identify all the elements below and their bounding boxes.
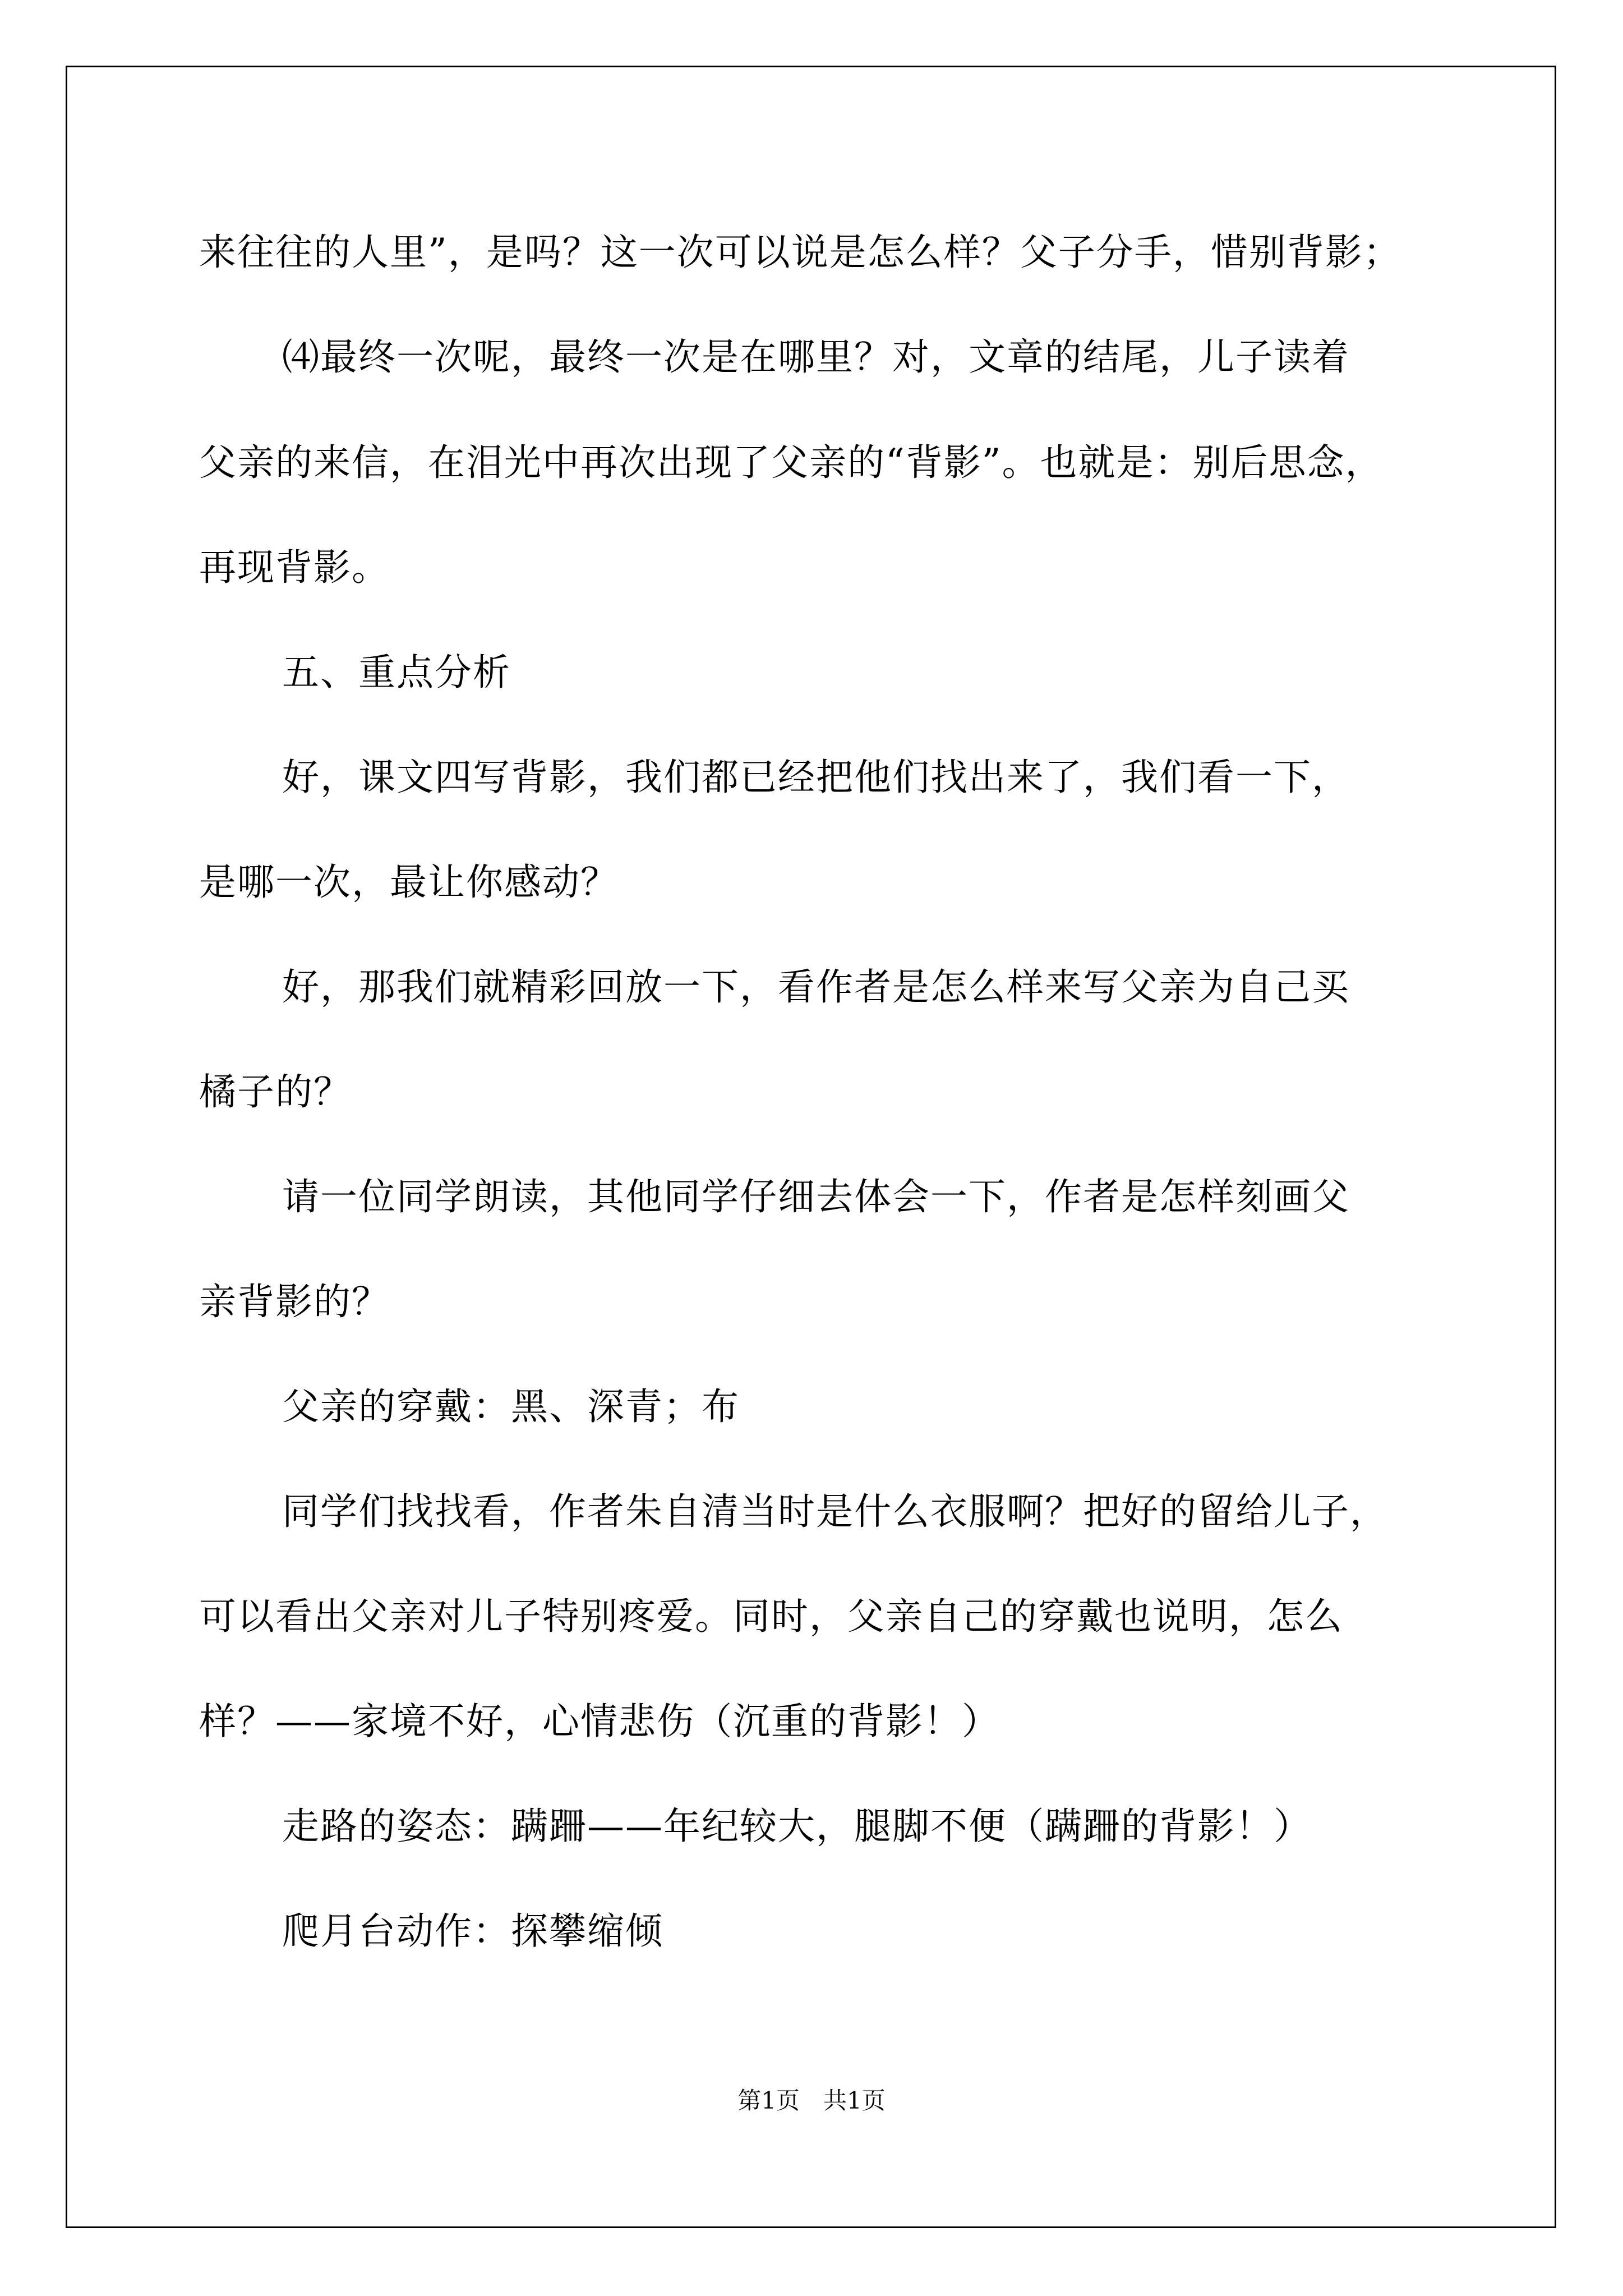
text-line-3: 父亲的来信，在泪光中再次出现了父亲的“背影”。也就是：别后思念，	[199, 441, 1384, 484]
text-line-8: 好，那我们就精彩回放一下，看作者是怎么样来写父亲为自己买	[282, 965, 1350, 1009]
text-line-1: 来往往的人里”，是吗？这一次可以说是怎么样？父子分手，惜别背影；	[199, 231, 1401, 274]
text-line-10: 请一位同学朗读，其他同学仔细去体会一下，作者是怎样刻画父	[282, 1175, 1350, 1218]
text-line-14: 可以看出父亲对儿子特别疼爱。同时，父亲自己的穿戴也说明，怎么	[199, 1595, 1343, 1638]
text-line-11: 亲背影的？	[199, 1280, 390, 1323]
text-line-7: 是哪一次，最让你感动？	[199, 861, 619, 904]
text-line-9: 橘子的？	[199, 1070, 352, 1114]
page-border	[66, 66, 1556, 2228]
text-line-12: 父亲的穿戴：黑、深青；布	[282, 1385, 740, 1428]
text-line-6: 好，课文四写背影，我们都已经把他们找出来了，我们看一下，	[282, 756, 1350, 799]
section-heading: 五、重点分析	[282, 651, 511, 694]
text-line-17: 爬月台动作：探攀缩倾	[282, 1910, 663, 1953]
text-line-15: 样？——家境不好，心情悲伤（沉重的背影！）	[199, 1700, 1000, 1743]
page-footer: 第1页 共1页	[737, 2087, 886, 2114]
text-line-4: 再现背影。	[199, 546, 390, 589]
text-line-13: 同学们找找看，作者朱自清当时是什么衣服啊？把好的留给儿子，	[282, 1490, 1388, 1533]
text-line-16: 走路的姿态：蹒跚——年纪较大，腿脚不便（蹒跚的背影！）	[282, 1805, 1312, 1848]
text-line-2: ⑷最终一次呢，最终一次是在哪里？对，文章的结尾，儿子读着	[282, 335, 1350, 379]
